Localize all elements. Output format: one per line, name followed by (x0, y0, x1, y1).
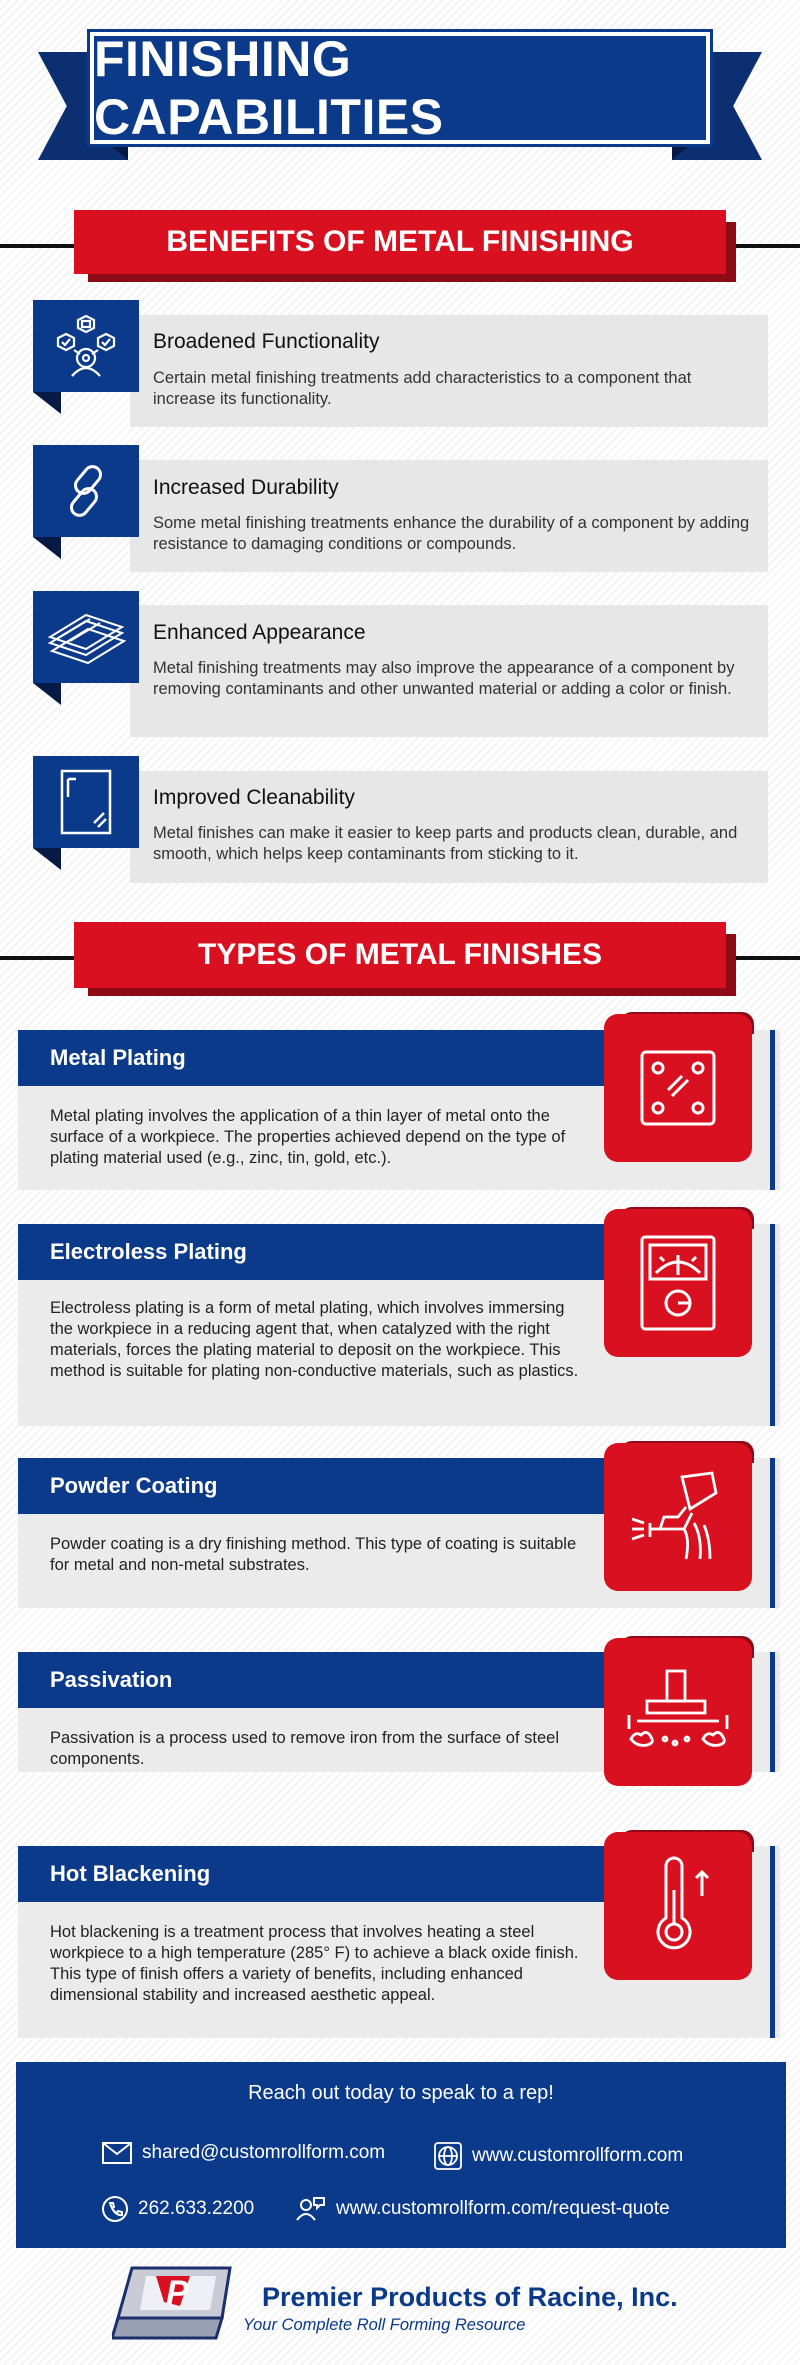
press-tool-icon (604, 1638, 752, 1786)
finish-description: Electroless plating is a form of metal plating, which involves immersing the workpiece in a reducing agent that, when catalyzed with the right materials, forces the plating material to deposit on the workpiece. This method is suitable for plating non-conductive materials, such as plastics. (50, 1299, 579, 1380)
benefit-description: Some metal finishing treatments enhance the durability of a component by adding resistance to damaging conditions or compounds. (153, 514, 750, 553)
page-title: FINISHING CAPABILITIES (90, 32, 710, 144)
website-text: www.customrollform.com (472, 2145, 684, 2166)
finish-description: Hot blackening is a treatment process that involves heating a steel workpiece to a high temperature (285° F) to achieve a black oxide finish. This type of finish offers a variety of benefits, including enhanced dimensional stability and increased aesthetic appeal. (50, 1923, 579, 2004)
finish-title: Passivation (18, 1652, 618, 1708)
phone-icon (102, 2196, 128, 2222)
company-logo (112, 2262, 244, 2344)
benefit-title: Broadened Functionality (153, 330, 380, 353)
email-link[interactable] (102, 2142, 385, 2164)
gear-network-icon (33, 300, 139, 392)
benefit-description: Metal finishes can make it easier to keep parts and products clean, durable, and smooth, which helps keep contaminants from sticking to it. (153, 824, 738, 863)
icon-fold (33, 537, 61, 559)
card-accent-line (770, 1458, 775, 1608)
benefit-title: Improved Cleanability (153, 786, 355, 809)
globe-icon (434, 2142, 462, 2170)
benefit-description: Certain metal finishing treatments add characteristics to a component that increase its functionality. (153, 369, 692, 408)
icon-fold (33, 392, 61, 414)
benefit-title: Increased Durability (153, 476, 339, 499)
phone-link[interactable] (102, 2196, 254, 2222)
card-accent-line (770, 1652, 775, 1772)
quote-text: www.customrollform.com/request-quote (336, 2198, 670, 2219)
icon-fold (33, 683, 61, 705)
finish-description: Metal plating involves the application of a thin layer of metal onto the surface of a workpiece. The properties achieved depend on the type of plating material used (e.g., zinc, tin, gold, etc.). (50, 1107, 566, 1167)
contact-panel (16, 2062, 786, 2248)
envelope-icon (102, 2142, 132, 2164)
svg-text:P: P (166, 2274, 189, 2312)
card-accent-line (770, 1846, 775, 2038)
glass-panel-icon (33, 756, 139, 848)
benefit-title: Enhanced Appearance (153, 621, 366, 644)
finish-title: Metal Plating (18, 1030, 618, 1086)
plated-plate-icon (604, 1014, 752, 1162)
request-quote-link[interactable] (296, 2196, 670, 2222)
card-accent-line (770, 1030, 775, 1190)
meter-gauge-icon (604, 1209, 752, 1357)
finish-title: Electroless Plating (18, 1224, 618, 1280)
types-heading: TYPES OF METAL FINISHES (74, 922, 726, 988)
benefit-description: Metal finishing treatments may also improve the appearance of a component by removing contaminants and other unwanted material or adding a color or finish. (153, 659, 735, 698)
icon-fold (33, 848, 61, 870)
finish-description: Passivation is a process used to remove iron from the surface of steel components. (50, 1729, 559, 1768)
finish-description: Powder coating is a dry finishing method. This type of coating is suitable for metal and non-metal substrates. (50, 1535, 577, 1574)
benefits-heading: BENEFITS OF METAL FINISHING (74, 210, 726, 274)
thermometer-icon (604, 1832, 752, 1980)
phone-text: 262.633.2200 (138, 2198, 255, 2219)
company-tagline: Your Complete Roll Forming Resource (243, 2316, 526, 2334)
website-link[interactable] (434, 2142, 683, 2170)
email-text: shared@customrollform.com (142, 2142, 386, 2163)
finish-title: Powder Coating (18, 1458, 618, 1514)
chain-link-icon (33, 445, 139, 537)
contact-title: Reach out today to speak to a rep! (248, 2082, 554, 2104)
users-chat-icon (296, 2196, 326, 2222)
finish-title: Hot Blackening (18, 1846, 618, 1902)
card-accent-line (770, 1224, 775, 1426)
metal-sheets-icon (33, 591, 139, 683)
company-name: Premier Products of Racine, Inc. (262, 2282, 678, 2312)
spray-gun-icon (604, 1443, 752, 1591)
